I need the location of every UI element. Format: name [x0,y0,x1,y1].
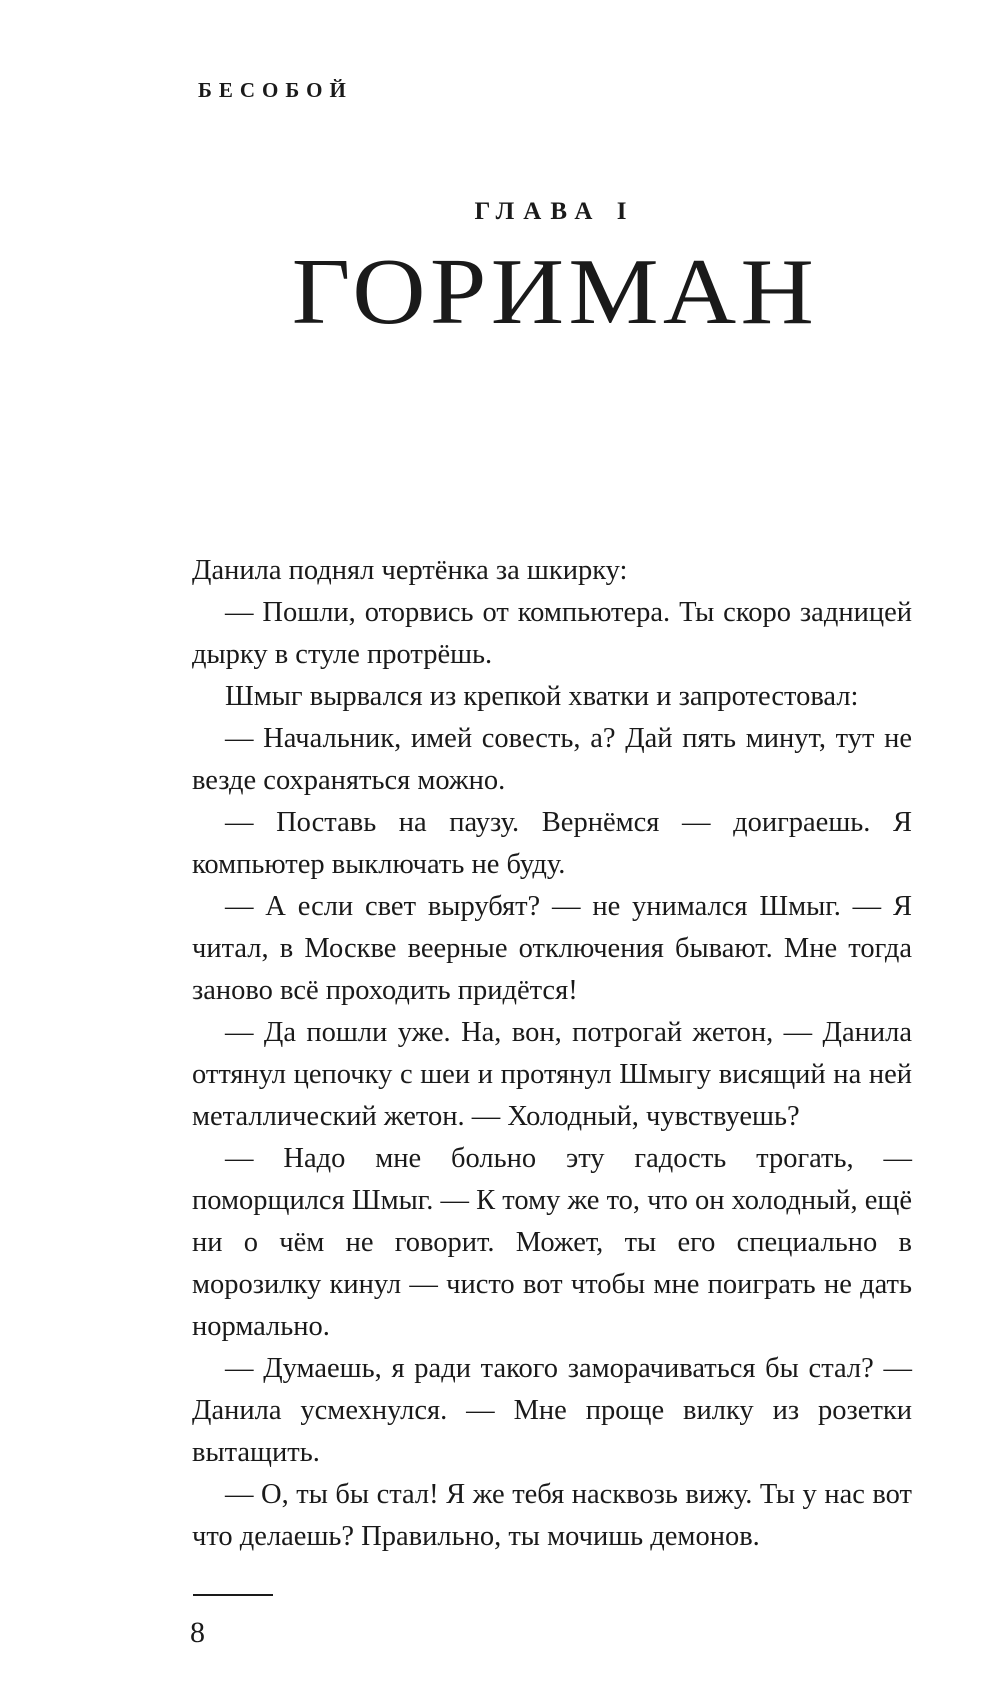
paragraph: — А если свет вырубят? — не унимался Шмыг. — Я читал, в Москве веерные отключения бывают. Мне тогда заново всё проходить придётся! [192,891,912,1006]
paragraph: Данила поднял чертёнка за шкирку: [192,555,628,586]
paragraph: — Да пошли уже. На, вон, потрогай жетон, — Данила оттянул цепочку с шеи и протянул Шмыгу висящий на ней металлический жетон. — Холодный, чувствуешь? [192,1017,912,1132]
chapter-label: ГЛАВА I [474,198,636,225]
paragraph: — Поставь на паузу. Вернёмся — доиграешь. Я компьютер выключать не буду. [192,807,912,880]
page-number: 8 [190,1616,205,1649]
footer-rule [193,1594,273,1596]
paragraph: — Думаешь, я ради такого заморачиваться бы стал? — Данила усмехнулся. — Мне проще вилку из розетки вытащить. [192,1353,912,1468]
paragraph: Шмыг вырвался из крепкой хватки и запротестовал: [225,681,859,712]
chapter-title: ГОРИМАН [291,240,819,344]
running-head: БЕСОБОЙ [198,78,353,102]
body-text [192,550,912,1558]
paragraph: — Надо мне больно эту гадость трогать, — поморщился Шмыг. — К тому же то, что он холодный, ещё ни о чём не говорит. Может, ты его специально в морозилку кинул — чисто вот чтобы мне поиграть не дать нормально. [192,1143,912,1342]
paragraph: — О, ты бы стал! Я же тебя насквозь вижу. Ты у нас вот что делаешь? Правильно, ты мочишь демонов. [192,1479,912,1552]
paragraph: — Пошли, оторвись от компьютера. Ты скоро задницей дырку в стуле протрёшь. [192,597,912,670]
paragraph: — Начальник, имей совесть, а? Дай пять минут, тут не везде сохраняться можно. [192,723,912,796]
